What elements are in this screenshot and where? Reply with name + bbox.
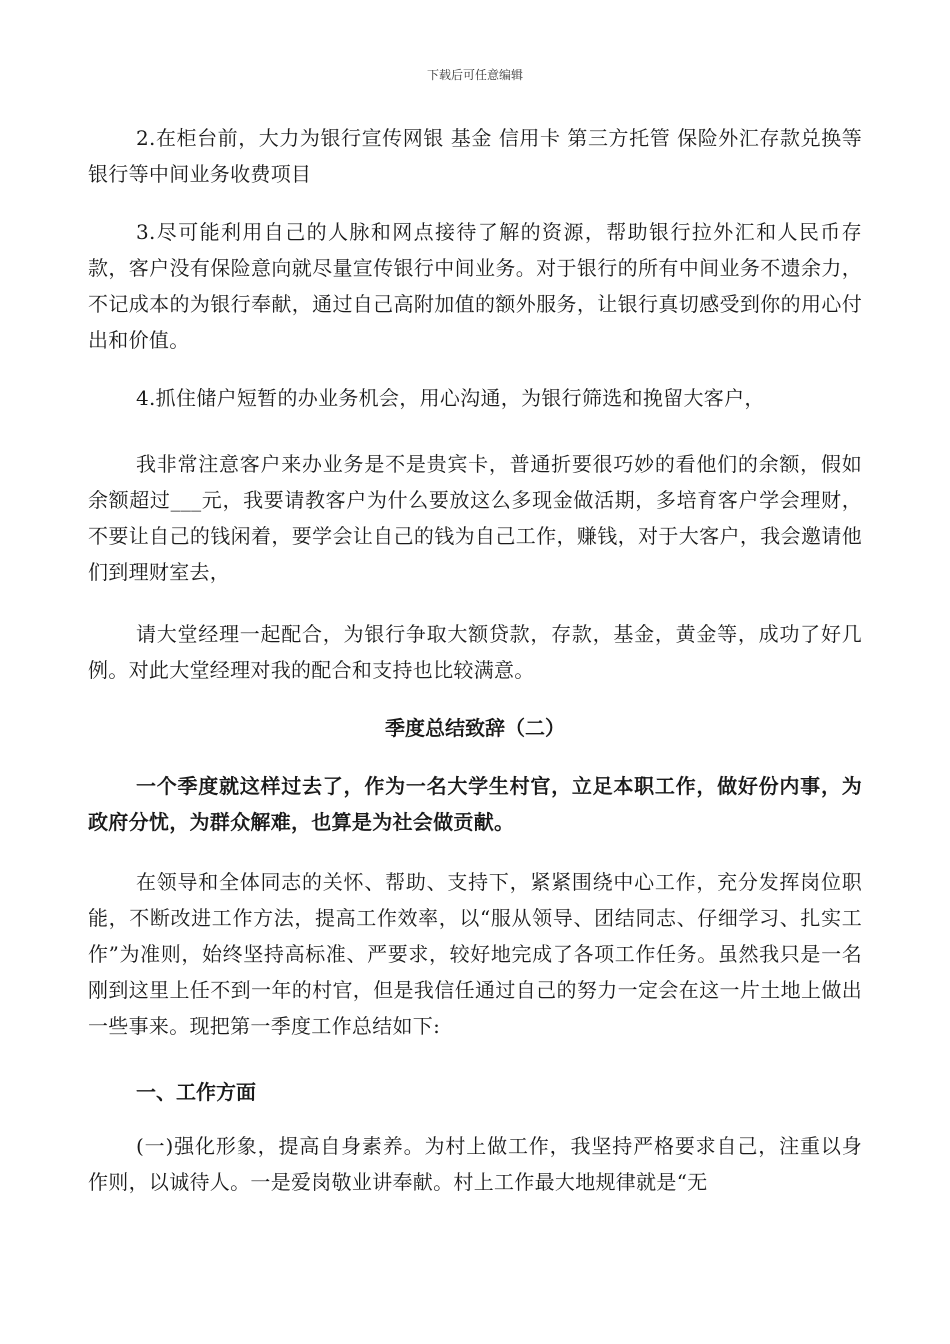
summary-paragraph: 在领导和全体同志的关怀、帮助、支持下，紧紧围绕中心工作，充分发挥岗位职能，不断改进工作方法，提高工作效率，以“服从领导、团结同志、仔细学习、扎实工作”为准则，始终坚持高标准、严要求，较好地完成了各项工作任务。虽然我只是一名刚到这里上任不到一年的村官，但是我信任通过自己的努力一定会在这一片土地上做出一些事来。现把第一季度工作总结如下: [88, 870, 862, 1038]
paragraph-item-3: 3.尽可能利用自己的人脉和网点接待了解的资源，帮助银行拉外汇和人民币存款，客户没有保险意向就尽量宣传银行中间业务。对于银行的所有中间业务不遗余力，不记成本的为银行奉献，通过自己高附加值的额外服务，让银行真切感受到你的用心付出和价值。 [88, 220, 862, 352]
paragraph-item-4: 4.抓住储户短暂的办业务机会，用心沟通，为银行筛选和挽留大客户， [136, 386, 765, 410]
paragraph-item-2: 2.在柜台前，大力为银行宣传网银 基金 信用卡 第三方托管 保险外汇存款兑换等银行等中间业务收费项目 [88, 126, 862, 186]
paragraph-image: (一)强化形象，提高自身素养。为村上做工作，我坚持严格要求自己，注重以身作则，以诚待人。一是爱岗敬业讲奉献。村上工作最大地规律就是“无 [88, 1134, 862, 1194]
intro-paragraph: 一个季度就这样过去了，作为一名大学生村官，立足本职工作，做好份内事，为政府分忧，为群众解难，也算是为社会做贡献。 [88, 774, 862, 834]
page-header: 下载后可任意编辑 [426, 68, 523, 82]
heading-work: 一、工作方面 [136, 1080, 256, 1104]
section-title: 季度总结致辞（二） [385, 716, 565, 740]
paragraph-big-clients: 我非常注意客户来办业务是不是贵宾卡，普通折要很巧妙的看他们的余额，假如余额超过___元，我要请教客户为什么要放这么多现金做活期，多培育客户学会理财，不要让自己的钱闲着，要学会让自己的钱为自己工作，赚钱，对于大客户，我会邀请他们到理财室去， [88, 452, 862, 584]
paragraph-lobby-manager: 请大堂经理一起配合，为银行争取大额贷款，存款，基金，黄金等，成功了好几例。对此大堂经理对我的配合和支持也比较满意。 [88, 622, 862, 682]
